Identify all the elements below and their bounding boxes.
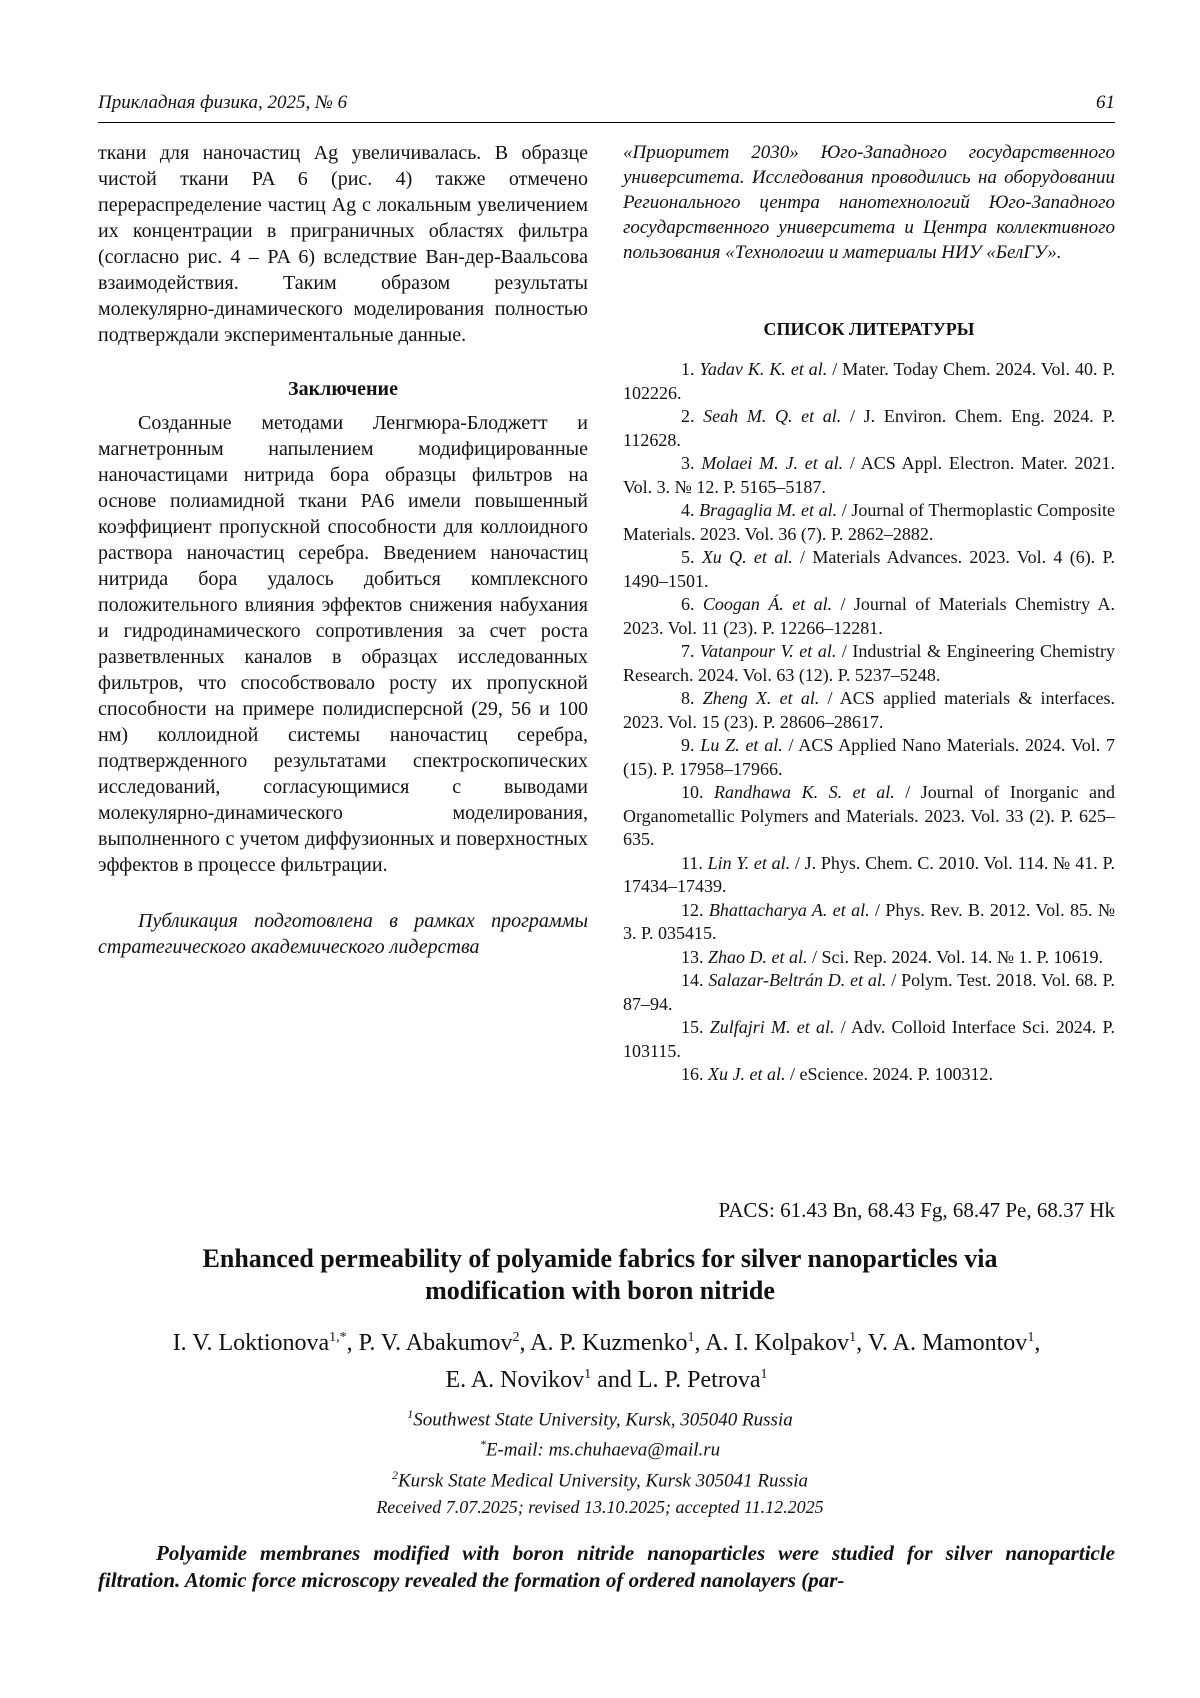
reference-source: / ACS Applied Nano Materials. 2024. Vol. 7 (15). P. 17958–17966.: [623, 735, 1116, 779]
reference-number: 13.: [681, 946, 708, 967]
affiliation-line: [200, 1402, 1000, 1432]
reference-authors: Xu J. et al.: [708, 1064, 786, 1084]
reference-authors: Molaei M. J. et al.: [701, 453, 844, 473]
reference-item: [623, 1063, 1115, 1087]
references-heading: СПИСОК ЛИТЕРАТУРЫ: [763, 319, 975, 339]
continuation-paragraph: ткани для наночастиц Ag увеличивалась. В образце чистой ткани PA 6 (рис. 4) также отмечено перераспределение частиц Ag с локальным увеличением их концентрации в приграничных областях фильтра (согласно рис. 4 – PA 6) вследствие Ван-дер-Ваальсова взаимодействия. Таким образом результаты молекулярно-динамического моделирования полностью подтверждали экспериментальные данные.: [98, 142, 588, 346]
reference-authors: Zheng X. et al.: [702, 688, 820, 708]
author-name: P. V. Abakumov: [358, 1330, 513, 1356]
running-header: [98, 92, 1115, 123]
received-dates: Received 7.07.2025; revised 13.10.2025; accepted 11.12.2025: [376, 1497, 824, 1517]
english-authors: I. V. Loktionova$^{1,*}$, P. V. Abakumov$^2$, A. P. Kuzmenko$^1$, A. I. Kolpakov$^1$, V. A. Mamontov$^1$, E. A. Novikov$^1$ and L. P. Petrova$^1$: [172, 1330, 1041, 1393]
reference-source: / J. Environ. Chem. Eng. 2024. P. 112628.: [623, 406, 1115, 450]
reference-item: [623, 499, 1115, 546]
right-column: [623, 140, 1115, 1087]
reference-authors: Zulfajri M. et al.: [709, 1017, 835, 1037]
affiliation-mark: 1: [407, 1407, 414, 1421]
reference-source: / Phys. Rev. B. 2012. Vol. 85. № 3. P. 035415.: [623, 899, 1115, 943]
reference-item: [623, 593, 1115, 640]
affiliation-mark: 2: [391, 1467, 398, 1482]
reference-source: / Materials Advances. 2023. Vol. 4 (6). P. 1490–1501.: [623, 547, 1116, 591]
author-affiliation-mark: 1: [687, 1330, 695, 1345]
reference-item: [623, 546, 1115, 593]
reference-authors: Yadav K. K. et al.: [699, 359, 828, 379]
page-number: 61: [1096, 92, 1115, 113]
acknowledgment-end: «Приоритет 2030» Юго-Западного государственного университета. Исследования проводились на оборудовании Регионального центра нанотехнологий Юго-Западного государственного университета и Центра коллективного пользования «Технологии и материалы НИУ «БелГУ».: [623, 142, 1115, 263]
reference-item: [623, 640, 1115, 687]
journal-name: Прикладная физика, 2025, № 6: [98, 92, 348, 113]
reference-authors: Randhawa K. S. et al.: [714, 782, 895, 802]
reference-source: / Adv. Colloid Interface Sci. 2024. P. 103115.: [623, 1017, 1115, 1061]
reference-number: 6.: [681, 594, 703, 614]
reference-authors: Lu Z. et al.: [700, 735, 783, 755]
reference-authors: Coogan Á. et al.: [702, 594, 833, 614]
conclusion-heading: Заключение: [288, 378, 398, 400]
author-name: V. A. Mamontov: [867, 1330, 1028, 1356]
english-title-line: Enhanced permeability of polyamide fabrics for silver nanoparticles via: [202, 1244, 998, 1273]
affiliation-line: [200, 1432, 1000, 1462]
pacs-codes: PACS: 61.43 Bn, 68.43 Fg, 68.47 Pe, 68.37 Hk: [718, 1198, 1115, 1222]
reference-number: 14.: [681, 970, 709, 990]
reference-source: / Industrial & Engineering Chemistry Research. 2024. Vol. 63 (12). P. 5237–5248.: [623, 641, 1115, 685]
reference-number: 12.: [681, 899, 709, 920]
conclusion-paragraph: Созданные методами Ленгмюра-Блоджетт и магнетронным напылением модифицированные наночастицами нитрида бора образцы фильтров на основе полиамидной ткани PA6 имели повышенный коэффициент пропускной способности для коллоидного раствора наночастиц серебра. Введением наночастиц нитрида бора удалось добиться комплексного положительного влияния эффектов снижения набухания и гидродинамического сопротивления за счет роста разветвленных каналов в образцах исследованных фильтров, что способствовало росту их пропускной способности на примере полидисперсной (29, 56 и 100 нм) коллоидной системы наночастиц серебра, подтвержденного результатами спектроскопических исследований, согласующимися с выводами молекулярно-динамического моделирования, выполненного с учетом диффузионных и поверхностных эффектов в процессе фильтрации.: [98, 412, 588, 876]
reference-item: [623, 452, 1115, 499]
reference-source: / Polym. Test. 2018. Vol. 68. P. 87–94.: [623, 970, 1115, 1014]
english-title: [130, 1243, 1070, 1307]
reference-item: [623, 969, 1115, 1016]
reference-source: / Journal of Thermoplastic Composite Materials. 2023. Vol. 36 (7). P. 2862–2882.: [623, 500, 1115, 544]
reference-number: 9.: [681, 735, 701, 755]
left-column: [98, 140, 588, 960]
reference-number: 15.: [681, 1017, 710, 1037]
reference-number: 5.: [681, 547, 702, 567]
affiliation-text: Kursk State Medical University, Kursk 305041 Russia: [397, 1469, 809, 1491]
reference-source: / Mater. Today Chem. 2024. Vol. 40. P. 102226.: [623, 359, 1115, 403]
author-affiliation-mark: 2: [512, 1330, 520, 1345]
affiliation-text: Southwest State University, Kursk, 305040 Russia: [413, 1409, 793, 1431]
reference-source: / eScience. 2024. P. 100312.: [785, 1064, 993, 1084]
reference-number: 4.: [681, 500, 700, 520]
reference-authors: Bhattacharya A. et al.: [708, 899, 870, 920]
affiliation-text: E-mail: ms.chuhaeva@mail.ru: [485, 1439, 721, 1461]
reference-number: 16.: [681, 1064, 708, 1084]
english-title-line: modification with boron nitride: [425, 1276, 775, 1305]
abstract: Polyamide membranes modified with boron nitride nanoparticles were studied for silver nanoparticle filtration. Atomic force microscopy revealed the formation of ordered nanolayers (par-: [98, 1541, 1115, 1592]
reference-authors: Salazar-Beltrán D. et al.: [708, 970, 887, 990]
reference-item: [623, 899, 1115, 946]
reference-number: 7.: [681, 641, 701, 661]
reference-number: 8.: [681, 688, 703, 708]
affiliations: [200, 1402, 1000, 1493]
author-name: A. P. Kuzmenko: [530, 1330, 688, 1356]
reference-item: [623, 358, 1115, 405]
reference-authors: Lin Y. et al.: [707, 852, 791, 873]
affiliation-line: [200, 1463, 1000, 1493]
reference-item: [623, 781, 1115, 852]
author-affiliation-mark: 1: [1027, 1330, 1035, 1345]
author-affiliation-mark: 1: [849, 1330, 857, 1345]
reference-source: / Sci. Rep. 2024. Vol. 14. № 1. P. 10619.: [807, 946, 1104, 967]
author-name: A. I. Kolpakov: [705, 1330, 850, 1356]
author-affiliation-mark: 1: [584, 1367, 592, 1382]
author-name: I. V. Loktionova: [172, 1330, 330, 1356]
reference-authors: Zhao D. et al.: [708, 946, 808, 967]
reference-number: 11.: [681, 852, 708, 873]
reference-item: [623, 946, 1115, 970]
reference-source: / Journal of Inorganic and Organometallic Polymers and Materials. 2023. Vol. 33 (2). P. 625–635.: [623, 782, 1116, 849]
reference-number: 1.: [681, 359, 700, 379]
reference-item: [623, 1016, 1115, 1063]
reference-number: 2.: [681, 406, 704, 426]
reference-source: / ACS applied materials & interfaces. 2023. Vol. 15 (23). P. 28606–28617.: [623, 688, 1115, 732]
affiliation-mark: *: [479, 1437, 486, 1452]
reference-source: / Journal of Materials Chemistry A. 2023. Vol. 11 (23). P. 12266–12281.: [623, 594, 1115, 638]
author-name: E. A. Novikov: [445, 1367, 585, 1393]
reference-authors: Vatanpour V. et al.: [700, 641, 837, 661]
reference-authors: Seah M. Q. et al.: [703, 406, 842, 426]
reference-source: / ACS Appl. Electron. Mater. 2021. Vol. 3. № 12. P. 5165–5187.: [623, 453, 1115, 497]
reference-item: [623, 405, 1115, 452]
author-name: L. P. Petrova: [637, 1367, 761, 1393]
author-affiliation-mark: 1,*: [329, 1330, 347, 1345]
reference-authors: Xu Q. et al.: [701, 547, 793, 567]
reference-item: [623, 852, 1115, 899]
reference-source: / J. Phys. Chem. C. 2010. Vol. 114. № 41. P. 17434–17439.: [623, 852, 1115, 896]
reference-authors: Bragaglia M. et al.: [699, 500, 838, 520]
author-affiliation-mark: 1: [760, 1367, 768, 1382]
reference-number: 3.: [681, 453, 702, 473]
reference-item: [623, 734, 1115, 781]
reference-number: 10.: [681, 782, 715, 802]
reference-item: [623, 687, 1115, 734]
reference-list: [623, 358, 1115, 1087]
acknowledgment-start: Публикация подготовлена в рамках программы стратегического академического лидерства: [98, 910, 588, 958]
